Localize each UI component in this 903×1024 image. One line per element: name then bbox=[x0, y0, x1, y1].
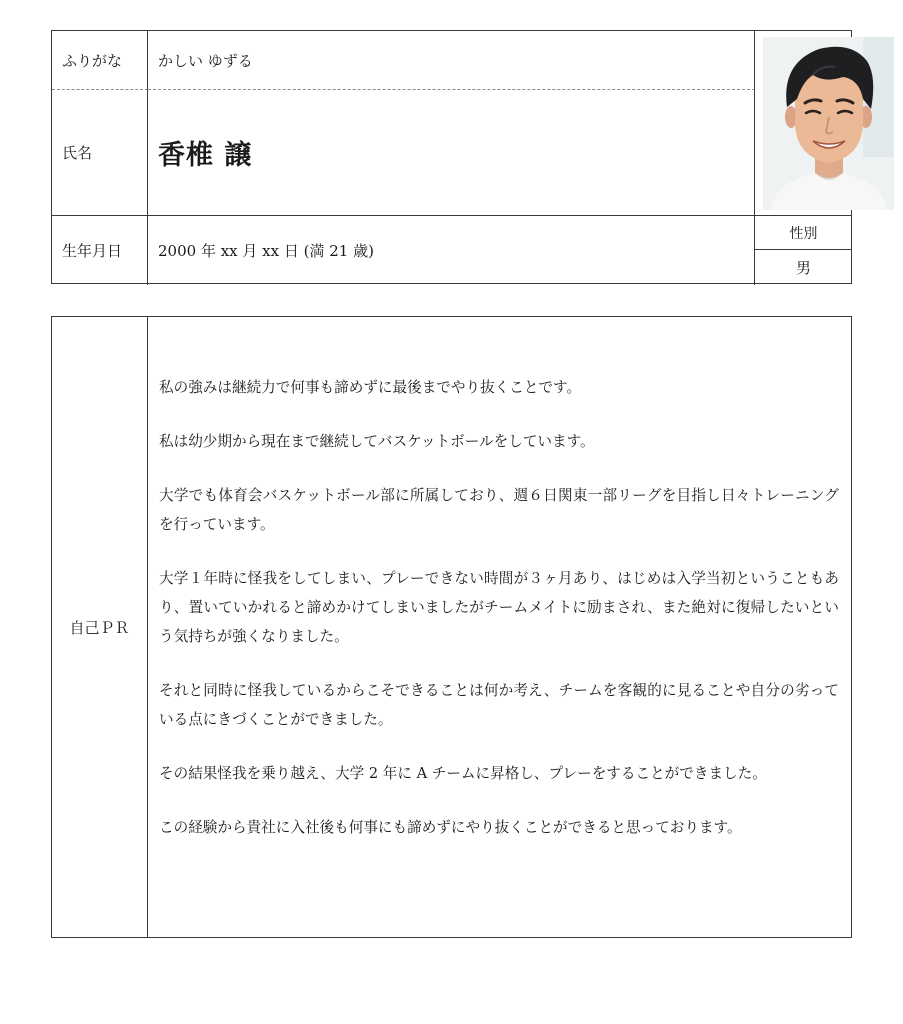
name-label: 氏名 bbox=[52, 90, 148, 216]
pr-paragraph: それと同時に怪我しているからこそできることは何か考え、チームを客観的に見ることや自分の劣っている点にきづくことができました。 bbox=[159, 682, 839, 728]
profile-table bbox=[51, 30, 852, 284]
pr-paragraph: その結果怪我を乗り越え、大学 2 年に A チームに昇格し、プレーをすることができました。 bbox=[159, 765, 767, 782]
name-value: 香椎 譲 bbox=[148, 90, 755, 216]
pr-paragraph: 大学でも体育会バスケットボール部に所属しており、週６日関東一部リーグを目指し日々トレーニングを行っています。 bbox=[159, 487, 839, 533]
gender-value: 男 bbox=[795, 259, 811, 277]
furigana-label: ふりがな bbox=[52, 31, 148, 90]
self-pr-label: 自己ＰＲ bbox=[52, 317, 148, 937]
pr-paragraph: 私の強みは継続力で何事も諦めずに最後までやり抜くことです。 bbox=[159, 379, 582, 396]
gender-label: 性別 bbox=[755, 216, 852, 250]
dob-value: 2000 年 xx 月 xx 日 (満 21 歳) bbox=[148, 216, 755, 285]
pr-paragraph: 私は幼少期から現在まで継続してバスケットボールをしています。 bbox=[159, 433, 595, 450]
self-pr-body bbox=[159, 373, 839, 867]
pr-paragraph: 大学１年時に怪我をしてしまい、プレーできない時間が３ヶ月あり、はじめは入学当初ということもあり、置いていかれると諦めかけてしまいましたがチームメイトに励まされ、また絶対に復帰したいという気持ちが強くなりました。 bbox=[159, 570, 839, 645]
portrait-photo-icon bbox=[763, 37, 894, 210]
pr-paragraph: この経験から貴社に入社後も何事にも諦めずにやり抜くことができると思っております。 bbox=[159, 819, 742, 836]
furigana-value: かしい ゆずる bbox=[148, 31, 755, 90]
photo-cell bbox=[755, 31, 852, 216]
self-pr-table bbox=[51, 316, 852, 938]
dob-label: 生年月日 bbox=[52, 216, 148, 285]
